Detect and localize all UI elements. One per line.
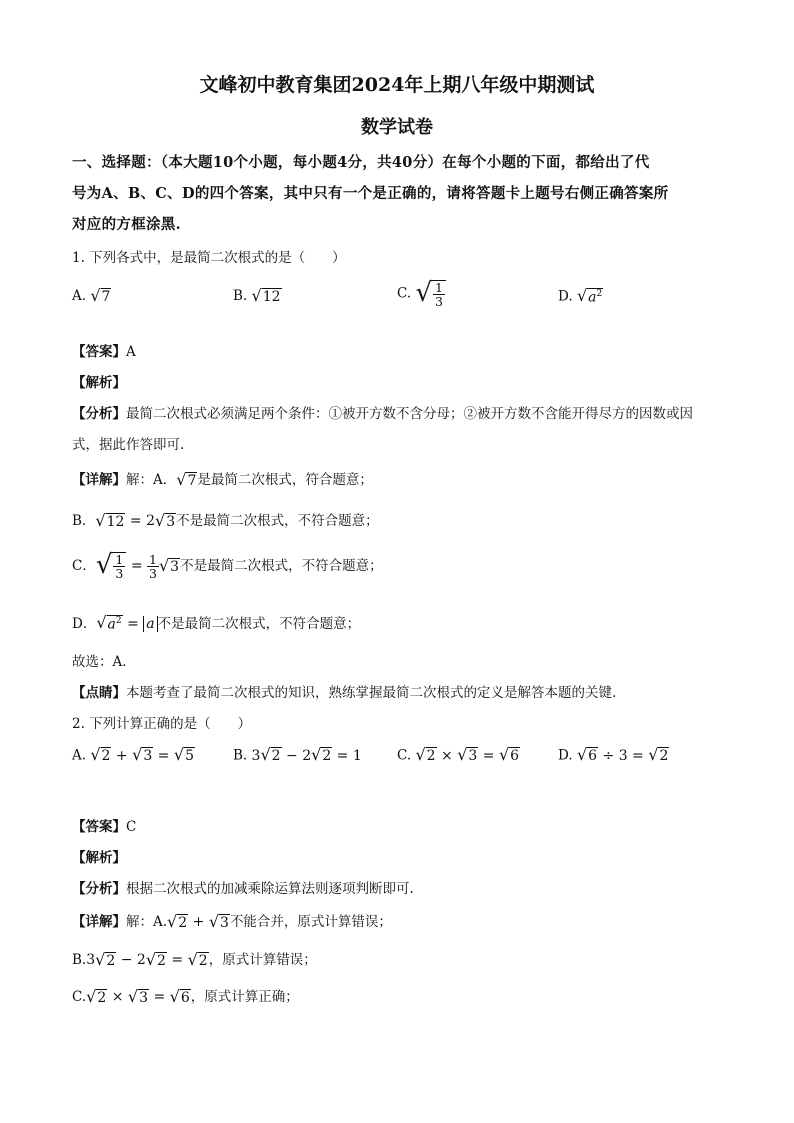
q1-fenxi-line2: 式，据此作答即可.	[72, 437, 185, 453]
section-instructions-line1: 一、选择题：（本大题10个小题，每小题4分，共40分）在每个小题的下面，都给出了代	[72, 154, 650, 171]
radicand: 12	[262, 289, 281, 305]
option-label: A.	[72, 747, 87, 764]
q1-option-d	[558, 288, 603, 306]
sqrt-expression	[176, 472, 197, 489]
radical-sign: √	[90, 286, 101, 305]
detail-text: ，原式计算错误；	[208, 952, 317, 968]
q1-stem: 1. 下列各式中，是最简二次根式的是（ ）	[72, 250, 346, 266]
radical-sign: √	[251, 286, 262, 305]
q2-fenxi	[72, 877, 414, 897]
fenxi-tag: 【分析】	[72, 881, 126, 897]
detail-tag: 【详解】	[72, 472, 126, 488]
radicand	[432, 280, 446, 308]
fraction	[433, 281, 445, 308]
detail-tag: 【详解】	[72, 914, 126, 930]
option-label: B.	[233, 747, 248, 764]
detail-prefix: D．	[72, 616, 97, 632]
option-label: D.	[558, 747, 573, 764]
option-label: D.	[558, 288, 573, 305]
q2-detail-b	[72, 948, 317, 969]
denominator: 3	[435, 294, 443, 310]
q1-detail-d	[72, 612, 360, 633]
sqrt-expression	[252, 288, 282, 305]
fenxi-tag: 【分析】	[72, 406, 126, 422]
exam-title: 文峰初中教育集团2024年上期八年级中期测试	[199, 74, 595, 96]
exam-subtitle: 数学试卷	[361, 117, 433, 138]
radicand: 7	[187, 473, 197, 489]
section-instructions-line3: 对应的方框涂黑.	[72, 216, 181, 233]
detail-text: 不是最简二次根式，不符合题意；	[176, 513, 379, 529]
radical-sign: √	[576, 286, 588, 305]
math-expression: √ 2 × √ 3 = √ 6	[415, 745, 520, 764]
q2-option-a	[72, 747, 195, 764]
answer-tag: 【答案】	[72, 344, 126, 360]
detail-prefix: B．	[72, 513, 96, 529]
dianjing-tag: 【点睛】	[72, 685, 126, 701]
q1-detail-c	[72, 552, 383, 580]
q2-detail-a	[72, 910, 392, 931]
detail-text: 不是最简二次根式，不符合题意；	[157, 616, 361, 632]
section-instructions-line2: 号为A、B、C、D的四个答案，其中只有一个是正确的，请将答题卡上题号右侧正确答案所	[72, 185, 669, 202]
option-label: C.	[397, 285, 412, 302]
exponent: 2	[596, 289, 603, 299]
sqrt-expression	[577, 288, 603, 306]
math-expression: √ 2 × √ 3 = √ 6	[86, 986, 190, 1006]
q1-fenxi-line1	[72, 402, 693, 422]
detail-text: ，原式计算正确；	[190, 989, 299, 1005]
radical-sign: √	[415, 278, 433, 308]
q2-analysis-tag: 【解析】	[72, 850, 126, 866]
fenxi-text: 最简二次根式必须满足两个条件：①被开方数不含分母；②被开方数不含能开得尽方的因数或因	[126, 406, 693, 422]
math-expression: √ $a^2$ = a	[96, 616, 157, 632]
numerator: 1	[435, 280, 443, 295]
detail-text: 不是最简二次根式，不符合题意；	[180, 558, 383, 575]
detail-text: 是最简二次根式，符合题意；	[197, 472, 373, 488]
option-label: B.	[233, 288, 248, 304]
sqrt-expression	[90, 288, 111, 305]
detail-prefix: 解：A.	[126, 914, 168, 930]
fenxi-text: 根据二次根式的加减乘除运算法则逐项判断即可.	[126, 881, 414, 897]
q1-answer	[72, 340, 136, 360]
option-label: C.	[397, 747, 412, 764]
q2-option-c	[397, 747, 520, 764]
sqrt-expression	[415, 280, 446, 308]
q1-analysis-tag: 【解析】	[72, 375, 126, 391]
answer-tag: 【答案】	[72, 819, 126, 835]
detail-prefix: C．	[72, 558, 96, 575]
detail-prefix: B.	[72, 952, 87, 968]
q1-dianjing	[72, 681, 616, 701]
base: a	[588, 289, 597, 306]
radical-sign: √	[176, 470, 187, 489]
math-expression: √ 2 + √ 3	[167, 911, 229, 931]
radicand: 7	[101, 289, 111, 305]
q1-choose: 故选：A．	[72, 654, 136, 670]
answer-value: C	[126, 819, 137, 835]
radicand	[587, 288, 603, 306]
q2-answer	[72, 815, 136, 835]
math-expression: 3 √ 2 − 2 √ 2 = √ 2	[86, 949, 208, 969]
q1-option-a	[72, 288, 111, 305]
math-expression: √ 6 ÷ 3 = √ 2	[576, 745, 669, 764]
math-expression: 3 √ 2 − 2 √ 2 = 1	[251, 745, 362, 764]
detail-prefix: 解：A．	[126, 472, 177, 488]
q1-detail-a	[72, 468, 373, 489]
q1-option-c	[397, 280, 446, 308]
option-label: A.	[72, 288, 87, 304]
dianjing-text: 本题考查了最简二次根式的知识，熟练掌握最简二次根式的定义是解答本题的关键.	[126, 685, 617, 701]
q2-detail-c	[72, 985, 299, 1006]
math-expression: √ $\frac{1}{3}$ = $\frac{1}{3}$ √ 3	[95, 550, 180, 582]
q1-option-b	[233, 288, 282, 305]
q2-option-d	[558, 747, 669, 764]
q2-option-b	[233, 747, 362, 764]
detail-text: 不能合并，原式计算错误；	[229, 914, 392, 930]
math-expression: √ 2 + √ 3 = √ 5	[90, 745, 194, 764]
detail-prefix: C.	[72, 989, 87, 1005]
answer-value: A	[126, 344, 136, 360]
q1-detail-b	[72, 509, 379, 530]
math-expression: √ 12 = 2 √ 3	[95, 510, 176, 530]
q2-stem: 2. 下列计算正确的是（ ）	[72, 716, 252, 732]
